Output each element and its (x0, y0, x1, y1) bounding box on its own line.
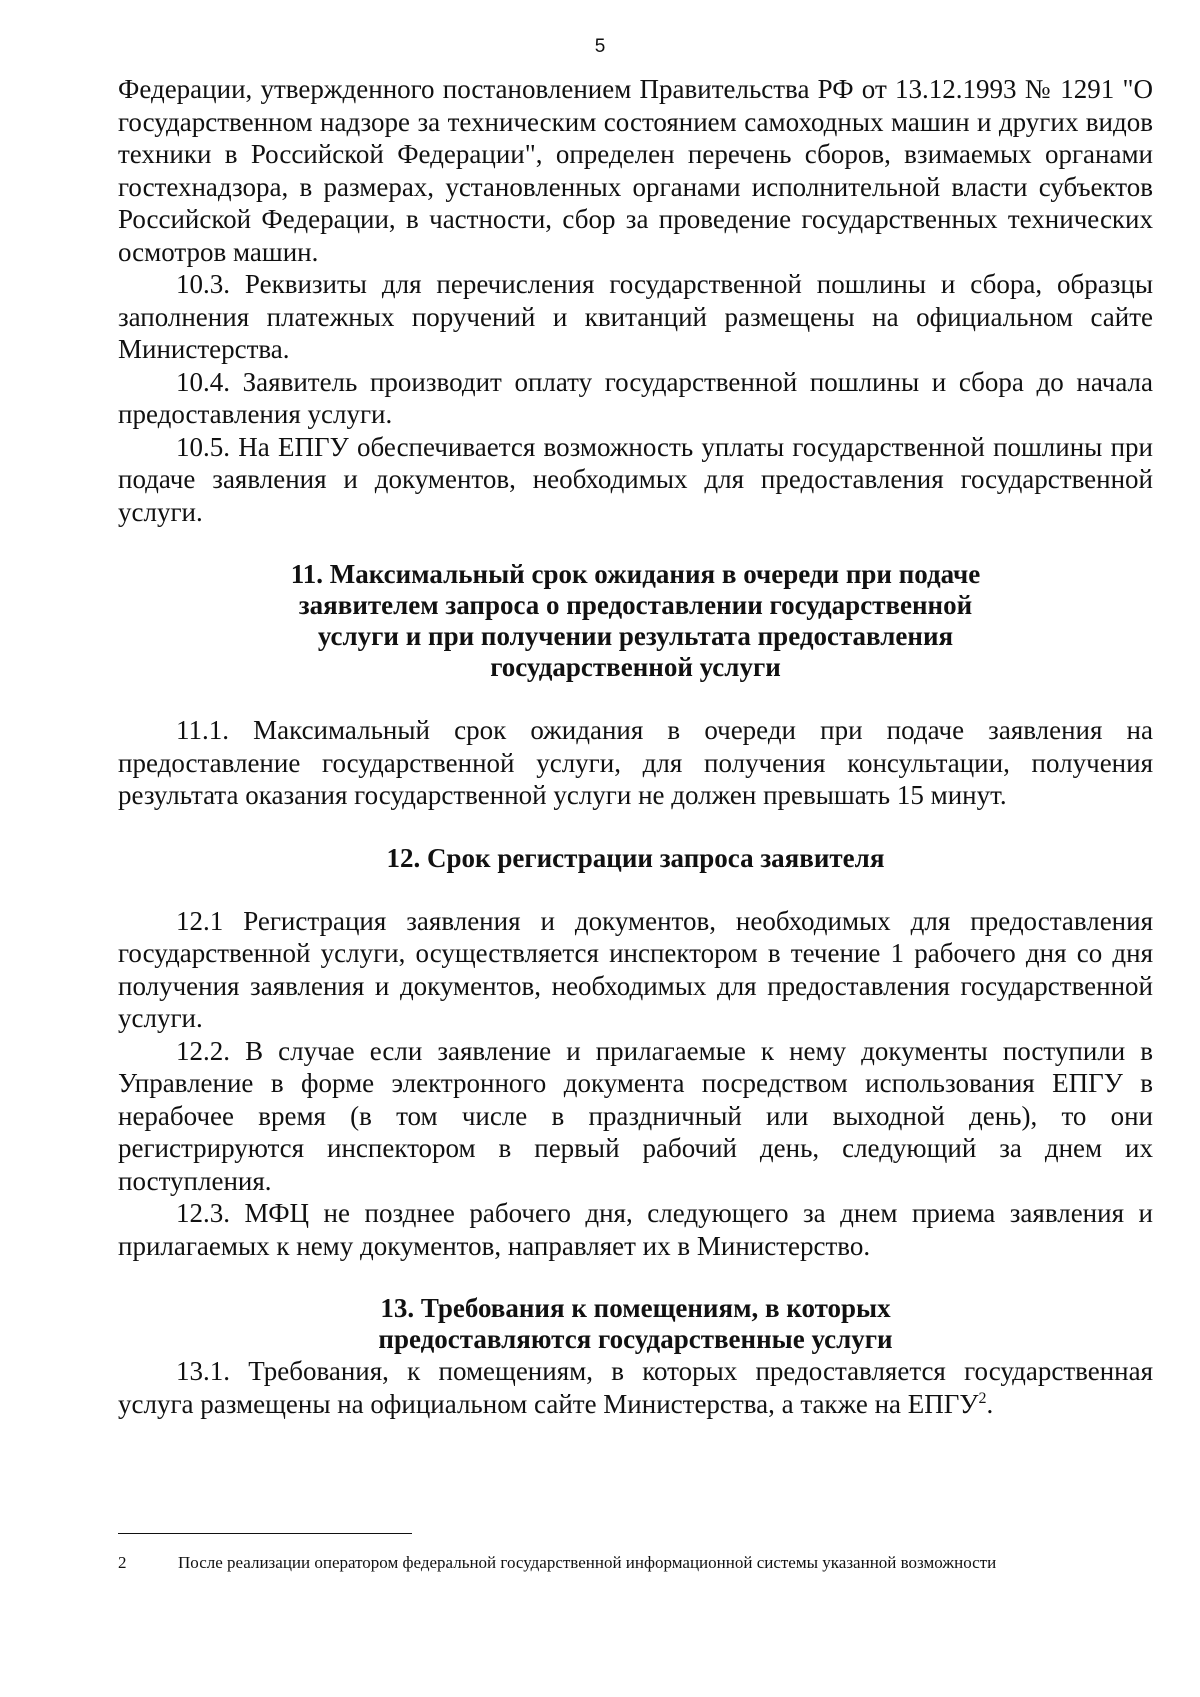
paragraph-13-1-text: 13.1. Требования, к помещениям, в которых предоставляется государственная услуга размещены на официальном сайте Министерства, а также на ЕПГУ (118, 1356, 1153, 1419)
footnote (118, 1551, 1153, 1574)
paragraph-10-2-continuation: Федерации, утвержденного постановлением Правительства РФ от 13.12.1993 № 1291 "О государственном надзоре за техническим состоянием самоходных машин и других видов техники в Российской Федерации", определен перечень сборов, взимаемых органами гостехнадзора, в размерах, установленных органами исполнительной власти субъектов Российской Федерации, в частности, сбор за проведение государственных технических осмотров машин. (118, 74, 1153, 267)
footnote-text: После реализации оператором федеральной государственной информационной системы указанной возможности (178, 1553, 997, 1572)
paragraph-12-2: 12.2. В случае если заявление и прилагаемые к нему документы поступили в Управление в форме электронного документа посредством использования ЕПГУ в нерабочее время (в том числе в праздничный или выходной день), то они регистрируются инспектором в первый рабочий день, следующий за днем их поступления. (118, 1035, 1153, 1196)
paragraph-12-1: 12.1 Регистрация заявления и документов, необходимых для предоставления государственной услуги, осуществляется инспектором в течение 1 рабочего дня со дня получения заявления и документов, необходимых для предоставления государственной услуги. (118, 905, 1153, 1033)
footnote-number: 2 (118, 1553, 127, 1572)
paragraph-10-5: 10.5. На ЕПГУ обеспечивается возможность уплаты государственной пошлины при подаче заявления и документов, необходимых для предоставления государственной услуги. (118, 431, 1153, 527)
footnote-separator (118, 1533, 412, 1534)
page-number: 5 (594, 36, 606, 57)
paragraph-13-1 (118, 1355, 1153, 1420)
paragraph-10-3: 10.3. Реквизиты для перечисления государственной пошлины и сбора, образцы заполнения платежных поручений и квитанций размещены на официальном сайте Министерства. (118, 269, 1153, 364)
paragraph-10-4: 10.4. Заявитель производит оплату государственной пошлины и сбора до начала предоставления услуги. (118, 366, 1153, 429)
section-11-heading: 11. Максимальный срок ожидания в очереди при подаче заявителем запроса о предоставлении государственной услуги и при получении результата предоставления государственной услуги (290, 559, 981, 682)
paragraph-12-3: 12.3. МФЦ не позднее рабочего дня, следующего за днем приема заявления и прилагаемых к нему документов, направляет их в Министерство. (118, 1198, 1153, 1261)
section-13-heading: 13. Требования к помещениям, в которых предоставляются государственные услуги (378, 1293, 893, 1354)
footnote-reference: 2 (978, 1389, 987, 1407)
paragraph-13-1-end: . (986, 1388, 994, 1419)
paragraph-11-1: 11.1. Максимальный срок ожидания в очереди при подаче заявления на предоставление государственной услуги, для получения консультации, получения результата оказания государственной услуги не должен превышать 15 минут. (118, 715, 1153, 810)
document-body (118, 73, 1153, 1420)
section-12-heading: 12. Срок регистрации запроса заявителя (386, 842, 885, 873)
